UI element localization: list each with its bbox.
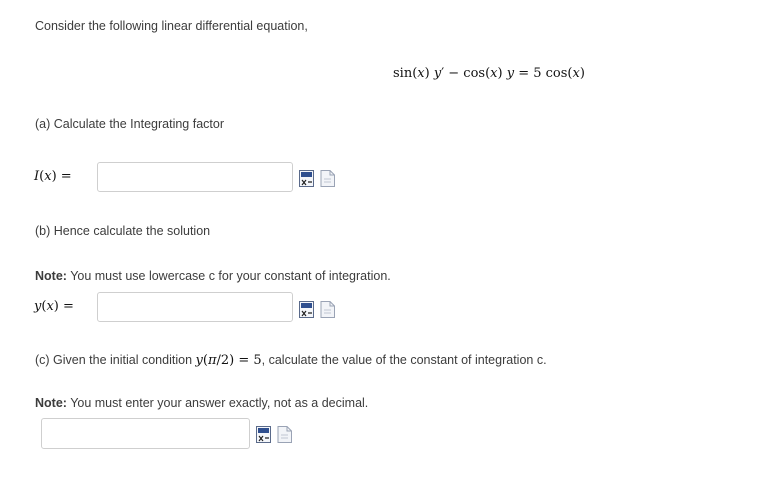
note-label: Note: — [35, 269, 67, 283]
preview-icon[interactable] — [320, 170, 335, 187]
integrating-factor-input[interactable] — [97, 162, 293, 192]
note-text: You must use lowercase c for your constant of integration. — [66, 269, 391, 283]
part-b-note — [35, 269, 391, 283]
differential-equation: sin(x) y′ − cos(x) y = 5 cos(x) — [393, 66, 585, 81]
constant-input[interactable] — [41, 418, 250, 449]
note-label: Note: — [35, 396, 67, 410]
part-c-label: (c) Given the initial condition y(π/2) = 5, calculate the value of the constant of integration c. — [35, 353, 547, 368]
equation-editor-icon[interactable] — [299, 170, 314, 187]
preview-icon[interactable] — [277, 426, 292, 443]
part-c-note — [35, 396, 368, 410]
equation-editor-icon[interactable] — [256, 426, 271, 443]
part-b-label: (b) Hence calculate the solution — [35, 224, 211, 238]
equation-editor-icon[interactable] — [299, 301, 314, 318]
integrating-factor-field-label: I(x) = — [34, 169, 72, 184]
preview-icon[interactable] — [320, 301, 335, 318]
part-a-label: (a) Calculate the Integrating factor — [35, 117, 224, 131]
question-intro: Consider the following linear differential equation, — [35, 19, 308, 33]
solution-input[interactable] — [97, 292, 293, 322]
solution-field-label: y(x) = — [34, 299, 74, 314]
note-text: You must enter your answer exactly, not as a decimal. — [66, 396, 369, 410]
